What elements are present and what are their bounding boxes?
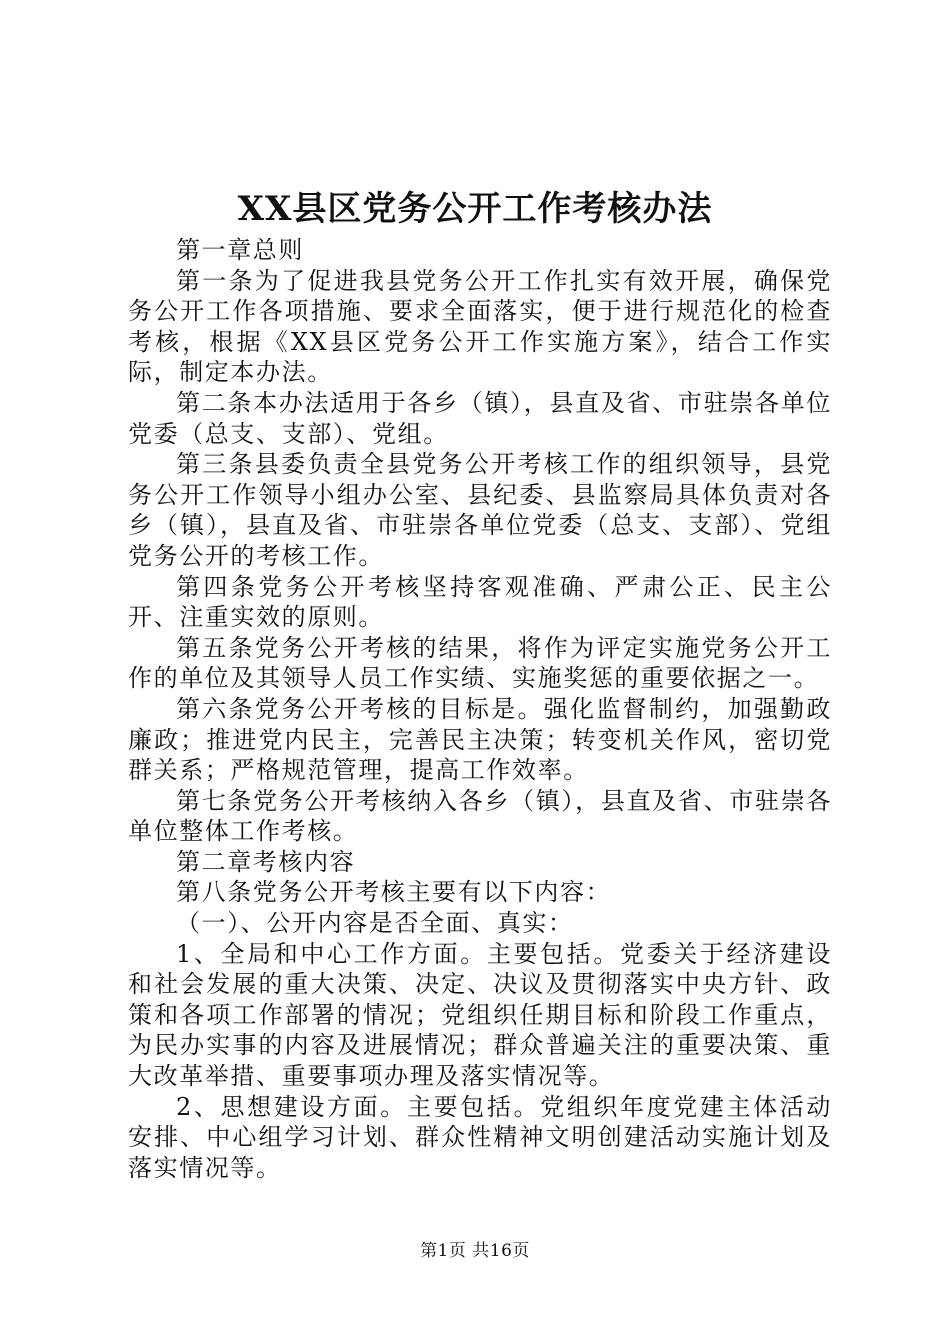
article-paragraph: 第二条本办法适用于各乡（镇），县直及省、市驻崇各单位党委（总支、支部）、党组。 <box>128 388 832 448</box>
section-heading: （一）、公开内容是否全面、真实： <box>176 909 574 938</box>
article-paragraph: 第六条党务公开考核的目标是。强化监督制约，加强勤政廉政；推进党内民主，完善民主决策；转变机关作风，密切党群关系；严格规范管理，提高工作效率。 <box>128 694 832 785</box>
article-paragraph: 第七条党务公开考核纳入各乡（镇），县直及省、市驻崇各单位整体工作考核。 <box>128 786 832 846</box>
chapter-heading: 第一章总则 <box>176 236 304 264</box>
article-paragraph: 第八条党务公开考核主要有以下内容： <box>176 878 612 907</box>
document-body <box>128 235 832 1183</box>
article-paragraph: 第一条为了促进我县党务公开工作扎实有效开展，确保党务公开工作各项措施、要求全面落实，便于进行规范化的检查考核，根据《XX县区党务公开工作实施方案》，结合工作实际，制定本办法。 <box>128 266 832 387</box>
list-item-paragraph: 2、思想建设方面。主要包括。党组织年度党建主体活动安排、中心组学习计划、群众性精神文明创建活动实施计划及落实情况等。 <box>128 1092 832 1182</box>
article-paragraph: 第四条党务公开考核坚持客观准确、严肃公正、民主公开、注重实效的原则。 <box>128 572 832 632</box>
chapter-heading: 第二章考核内容 <box>176 847 356 876</box>
list-item-paragraph: 1、全局和中心工作方面。主要包括。党委关于经济建设和社会发展的重大决策、决定、决议及贯彻落实中央方针、政策和各项工作部署的情况；党组织任期目标和阶段工作重点，为民办实事的内容及进展情况；群众普遍关注的重要决策、重大改革举措、重要事项办理及落实情况等。 <box>128 939 832 1091</box>
page-number-footer: 第1页 共16页 <box>420 1241 530 1261</box>
document-title: XX县区党务公开工作考核办法 <box>237 189 713 229</box>
article-paragraph: 第三条县委负责全县党务公开考核工作的组织领导，县党务公开工作领导小组办公室、县纪委、县监察局具体负责对各乡（镇），县直及省、市驻崇各单位党委（总支、支部）、党组党务公开的考核工作。 <box>128 450 832 570</box>
article-paragraph: 第五条党务公开考核的结果，将作为评定实施党务公开工作的单位及其领导人员工作实绩、实施奖惩的重要依据之一。 <box>128 633 832 693</box>
